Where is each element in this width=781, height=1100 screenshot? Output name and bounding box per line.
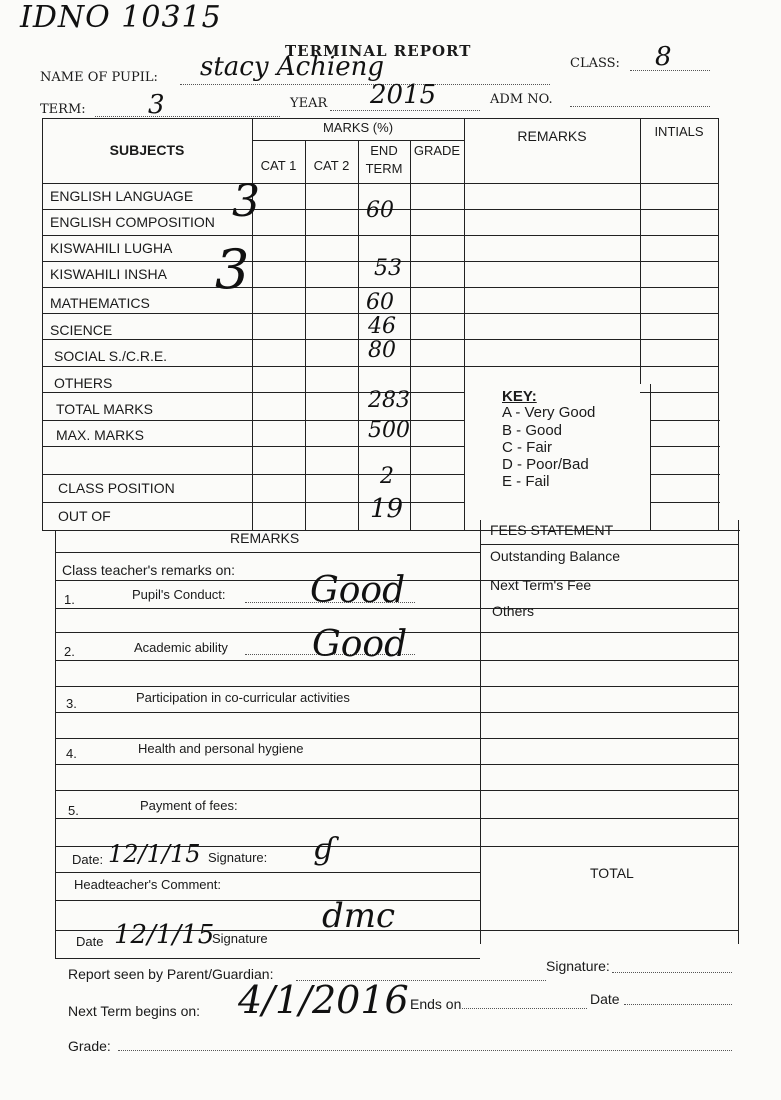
date-label: Date: <box>72 852 104 867</box>
end-term-mark[interactable]: 60 <box>366 290 394 315</box>
remarks-intro: Class teacher's remarks on: <box>62 562 236 578</box>
end-term-mark[interactable]: 60 <box>366 198 394 223</box>
subject-row-label: OUT OF <box>58 508 111 524</box>
end-term-mark[interactable]: 283 <box>368 388 410 413</box>
footer-signature-label: Signature: <box>546 958 610 974</box>
subject-row-label: ENGLISH LANGUAGE <box>50 188 194 204</box>
subject-row-label: OTHERS <box>54 375 113 391</box>
subject-row-label: KISWAHILI LUGHA <box>50 240 173 256</box>
subject-row-label: TOTAL MARKS <box>56 401 153 417</box>
footer-date-dotted-line <box>624 1004 732 1005</box>
remark-number: 3. <box>66 696 77 711</box>
end-term-mark[interactable]: 46 <box>368 314 396 339</box>
remark-number: 5. <box>68 803 79 818</box>
handwritten-id: IDNO 10315 <box>20 0 222 35</box>
headteacher-label: Headteacher's Comment: <box>74 877 221 892</box>
subject-row-label: ENGLISH COMPOSITION <box>50 214 215 230</box>
end-term-mark[interactable]: 80 <box>368 338 396 363</box>
col-remarks: REMARKS <box>517 128 587 144</box>
subject-row-label: CLASS POSITION <box>58 480 175 496</box>
col-marks: MARKS (%) <box>322 120 394 135</box>
date2-value[interactable]: 12/1/15 <box>114 920 215 950</box>
key-item: A - Very Good <box>502 404 596 421</box>
remark-label: Participation in co-curricular activities <box>136 690 350 705</box>
term-value[interactable]: 3 <box>148 90 165 120</box>
fees-others: Others <box>492 603 535 619</box>
remark-number: 1. <box>64 592 75 607</box>
remarks-title: REMARKS <box>230 530 300 546</box>
conduct-remark-value[interactable]: Good <box>310 570 406 611</box>
name-label: NAME OF PUPIL: <box>40 70 158 85</box>
remark-label: Pupil's Conduct: <box>132 587 226 602</box>
handwritten-brace: 3 <box>232 176 260 227</box>
term-label: TERM: <box>40 102 86 117</box>
next-term-label: Next Term begins on: <box>68 1003 201 1019</box>
key-item: E - Fail <box>502 473 550 490</box>
seen-by-label: Report seen by Parent/Guardian: <box>68 966 274 982</box>
year-label: YEAR <box>290 96 328 111</box>
date2-label: Date <box>76 934 104 949</box>
remark-label: Payment of fees: <box>140 798 238 813</box>
adm-label: ADM NO. <box>490 92 553 107</box>
date-value[interactable]: 12/1/15 <box>108 840 201 868</box>
class-teacher-signature: ɠ <box>314 832 335 867</box>
key-item: B - Good <box>502 422 563 439</box>
name-dotted-line <box>180 84 550 85</box>
headteacher-signature: dmc <box>322 896 396 936</box>
remark-label: Health and personal hygiene <box>138 741 304 756</box>
remark-number: 4. <box>66 746 77 761</box>
grade-dotted-line <box>118 1050 732 1051</box>
academic-remark-value[interactable]: Good <box>312 624 408 665</box>
end-term-mark[interactable]: 500 <box>368 418 410 443</box>
remark-number: 2. <box>64 644 75 659</box>
fees-title: FEES STATEMENT <box>490 522 614 538</box>
name-value[interactable]: stacy Achieng <box>200 52 384 82</box>
col-cat2: CAT 2 <box>313 158 350 173</box>
term-dotted-line <box>95 116 280 117</box>
subject-row-label: MAX. MARKS <box>56 427 144 443</box>
key-title: KEY: <box>502 388 537 405</box>
subject-row-label: KISWAHILI INSHA <box>50 266 167 282</box>
fees-outstanding: Outstanding Balance <box>490 548 620 564</box>
col-initials: INTIALS <box>654 124 704 139</box>
subject-row-label: MATHEMATICS <box>50 295 150 311</box>
fees-total: TOTAL <box>590 865 634 881</box>
col-cat1: CAT 1 <box>260 158 297 173</box>
footer-signature-dotted-line <box>612 972 732 973</box>
end-term-mark[interactable]: 19 <box>370 494 404 524</box>
end-term-mark[interactable]: 2 <box>380 464 394 489</box>
subject-row-label: SCIENCE <box>50 322 113 338</box>
report-title: TERMINAL REPORT <box>285 42 472 60</box>
grade-label: Grade: <box>68 1038 111 1054</box>
class-value[interactable]: 8 <box>655 42 672 72</box>
ends-on-label: Ends on <box>410 996 462 1012</box>
year-dotted-line <box>330 110 480 111</box>
col-subjects: SUBJECTS <box>109 142 185 158</box>
fees-next-term: Next Term's Fee <box>490 577 592 593</box>
key-item: D - Poor/Bad <box>502 456 589 473</box>
subject-row-label: SOCIAL S./C.R.E. <box>54 348 168 364</box>
footer-date-label: Date <box>590 991 620 1007</box>
col-end: END <box>370 143 398 158</box>
adm-dotted-line <box>570 106 710 107</box>
col-term: TERM <box>365 161 403 176</box>
signature-label: Signature: <box>208 850 268 865</box>
col-grade: GRADE <box>413 143 461 158</box>
year-value[interactable]: 2015 <box>370 80 437 110</box>
signature2-label: Signature <box>212 931 268 946</box>
handwritten-brace: 3 <box>215 238 250 301</box>
key-item: C - Fair <box>502 439 552 456</box>
ends-dotted-line <box>462 1008 587 1009</box>
class-label: CLASS: <box>570 56 620 71</box>
end-term-mark[interactable]: 53 <box>374 256 402 281</box>
next-term-value[interactable]: 4/1/2016 <box>238 978 409 1022</box>
remark-label: Academic ability <box>134 640 228 655</box>
